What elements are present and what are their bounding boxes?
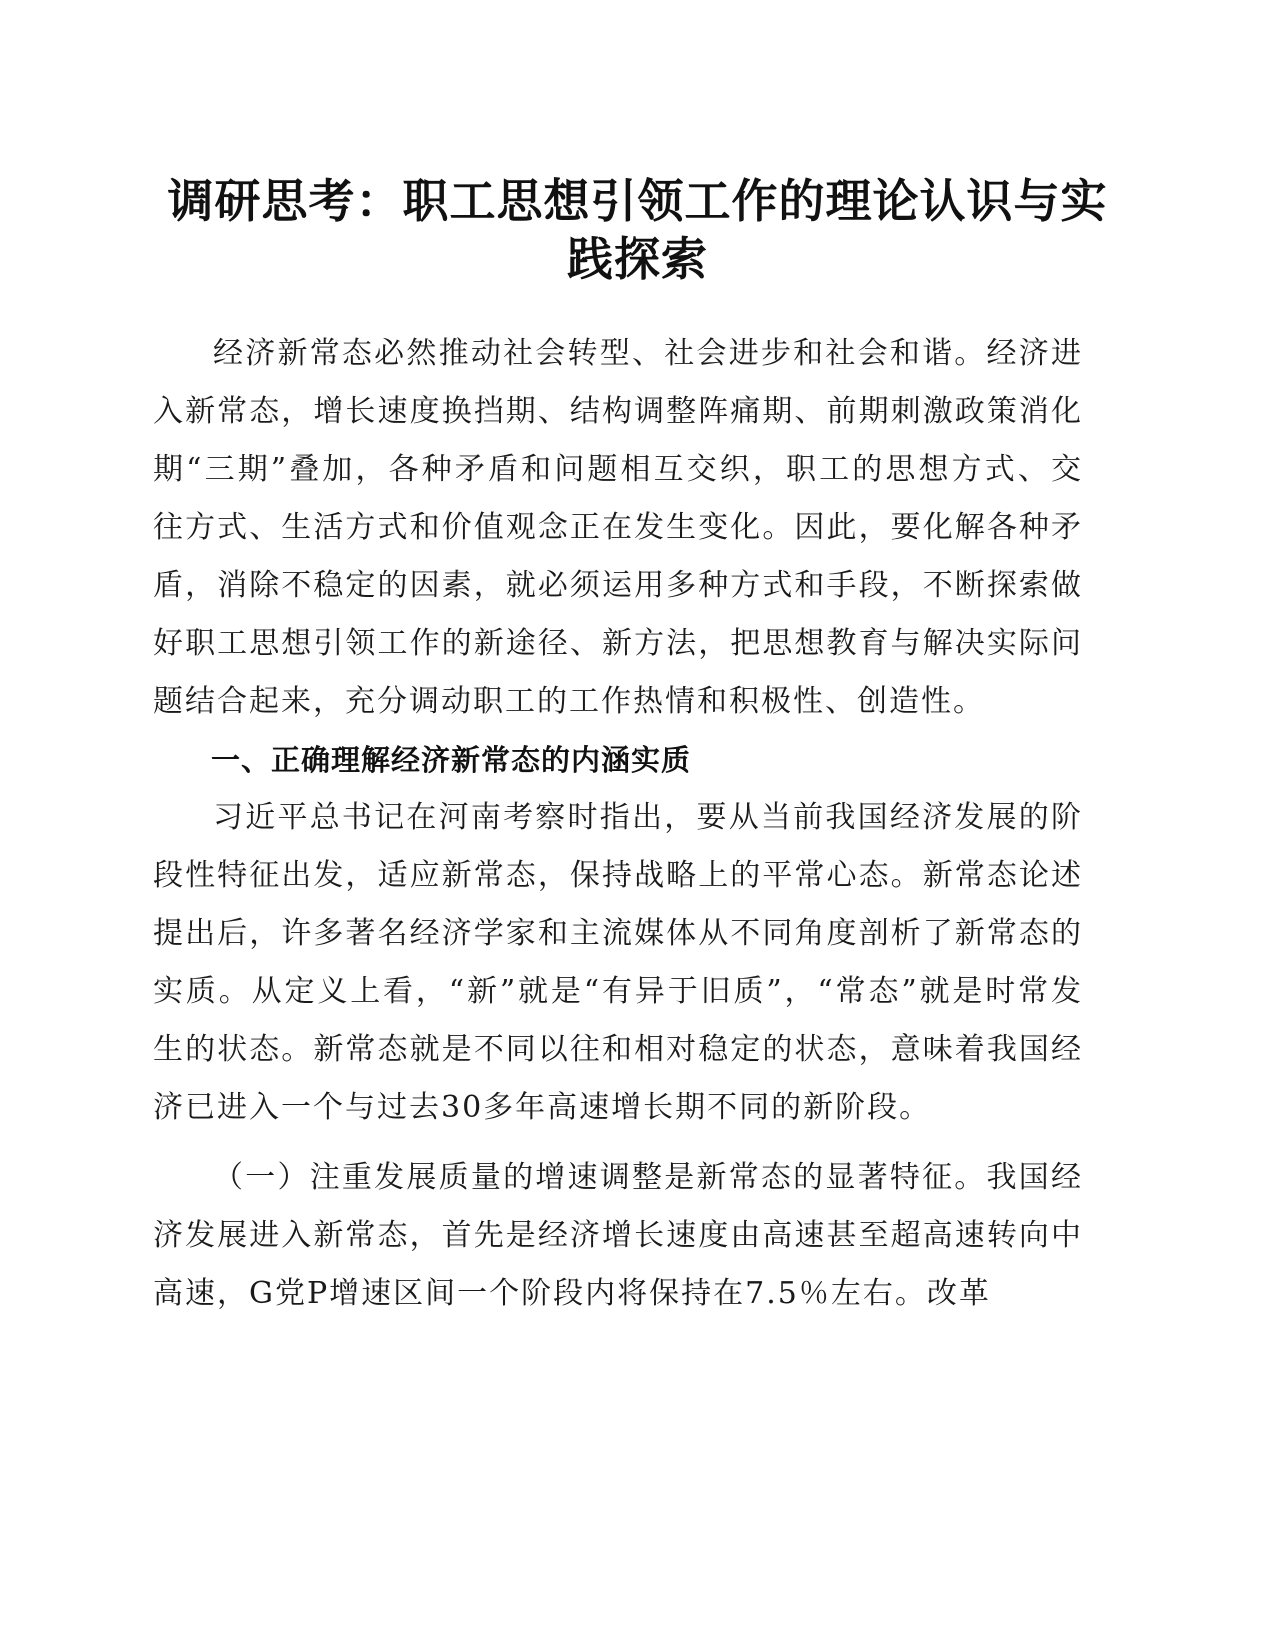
section-heading: 一、正确理解经济新常态的内涵实质: [211, 743, 692, 777]
section-paragraph: 习近平总书记在河南考察时指出，要从当前我国经济发展的阶段性特征出发，适应新常态，保持战略上的平常心态。新常态论述提出后，许多著名经济学家和主流媒体从不同角度剖析了新常态的实质。从定义上看，“新”就是“有异于旧质”，“常态”就是时常发生的状态。新常态就是不同以往和相对稳定的状态，意味着我国经济已进入一个与过去30多年高速增长期不同的新阶段。: [153, 800, 1083, 1125]
paragraph-gap: [153, 1137, 1083, 1149]
document-body: [153, 325, 1083, 1323]
intro-paragraph: 经济新常态必然推动社会转型、社会进步和社会和谐。经济进入新常态，增长速度换挡期、结构调整阵痛期、前期刺激政策消化期“三期”叠加，各种矛盾和问题相互交织，职工的思想方式、交往方式、生活方式和价值观念正在发生变化。因此，要化解各种矛盾，消除不稳定的因素，就必须运用多种方式和手段，不断探索做好职工思想引领工作的新途径、新方法，把思想教育与解决实际问题结合起来，充分调动职工的工作热情和积极性、创造性。: [153, 336, 1083, 719]
document-title: 调研思考：职工思想引领工作的理论认识与实践探索: [167, 174, 1108, 286]
subsection-paragraph: （一）注重发展质量的增速调整是新常态的显著特征。我国经济发展进入新常态，首先是经济增长速度由高速甚至超高速转向中高速，G党P增速区间一个阶段内将保持在7.5％左右。改革: [153, 1160, 1083, 1311]
